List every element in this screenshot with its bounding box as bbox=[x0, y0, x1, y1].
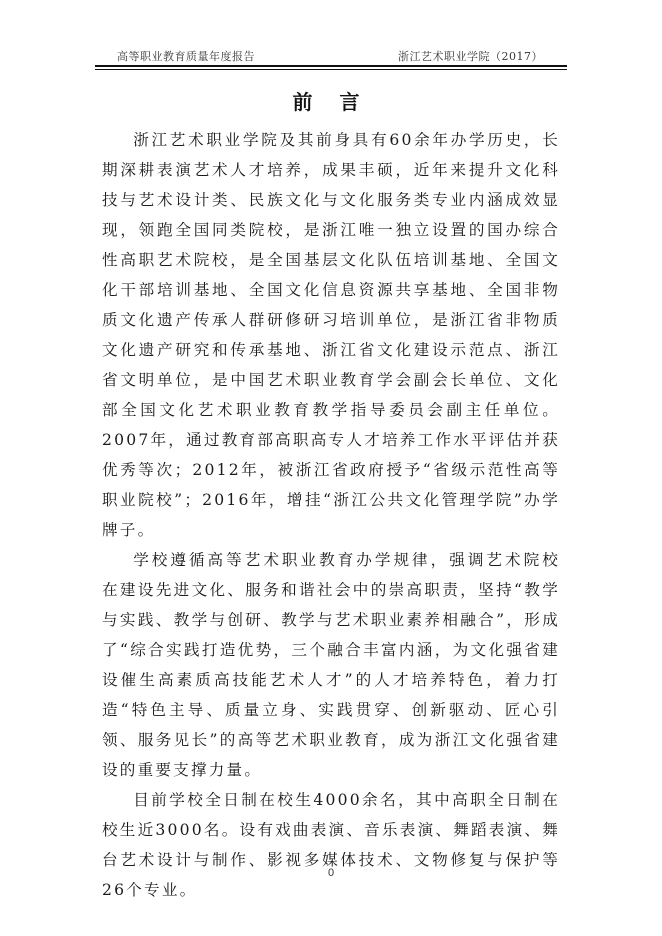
page-number: 0 bbox=[327, 867, 335, 879]
header-rule-thick bbox=[95, 65, 567, 67]
page-header bbox=[95, 46, 567, 70]
header-institution: 浙江艺术职业学院（2017） bbox=[398, 50, 543, 63]
paragraph-enrollment: 目前学校全日制在校生4000余名，其中高职全日制在校生近3000名。设有戏曲表演、音乐表演、舞蹈表演、舞台艺术设计与制作、影视多媒体技术、文物修复与保护等26个专业。 bbox=[102, 791, 560, 899]
paragraph-history: 浙江艺术职业学院及其前身具有60余年办学历史，长期深耕表演艺术人才培养，成果丰硕，近年来提升文化科技与艺术设计类、民族文化与文化服务类专业内涵成效显现，领跑全国同类院校，是浙江唯一独立设置的国办综合性高职艺术院校，是全国基层文化队伍培训基地、全国文化干部培训基地、全国文化信息资源共享基地、全国非物质文化遗产传承人群研修研习培训单位，是浙江省非物质文化遗产研究和传承基地、浙江省文化建设示范点、浙江省文明单位，是中国艺术职业教育学会副会长单位、文化部全国文化艺术职业教育教学指导委员会副主任单位。2007年，通过教育部高职高专人才培养工作水平评估并获优秀等次；2012年，被浙江省政府授予“省级示范性高等职业院校”；2016年，增挂“浙江公共文化管理学院”办学牌子。 bbox=[102, 131, 560, 539]
page-title: 前 言 bbox=[292, 90, 370, 114]
paragraph-philosophy: 学校遵循高等艺术职业教育办学规律，强调艺术院校在建设先进文化、服务和谐社会中的崇高职责，坚持“教学与实践、教学与创研、教学与艺术职业素养相融合”，形成了“综合实践打造优势，三个融合丰富内涵，为文化强省建设催生高素质高技能艺术人才”的人才培养特色，着力打造“特色主导、质量立身、实践贯穿、创新驱动、匠心引领、服务见长”的高等艺术职业教育，成为浙江文化强省建设的重要支撑力量。 bbox=[102, 551, 560, 779]
document-body bbox=[102, 125, 560, 905]
header-rule-thin bbox=[95, 69, 567, 70]
header-report-title: 高等职业教育质量年度报告 bbox=[117, 50, 255, 63]
